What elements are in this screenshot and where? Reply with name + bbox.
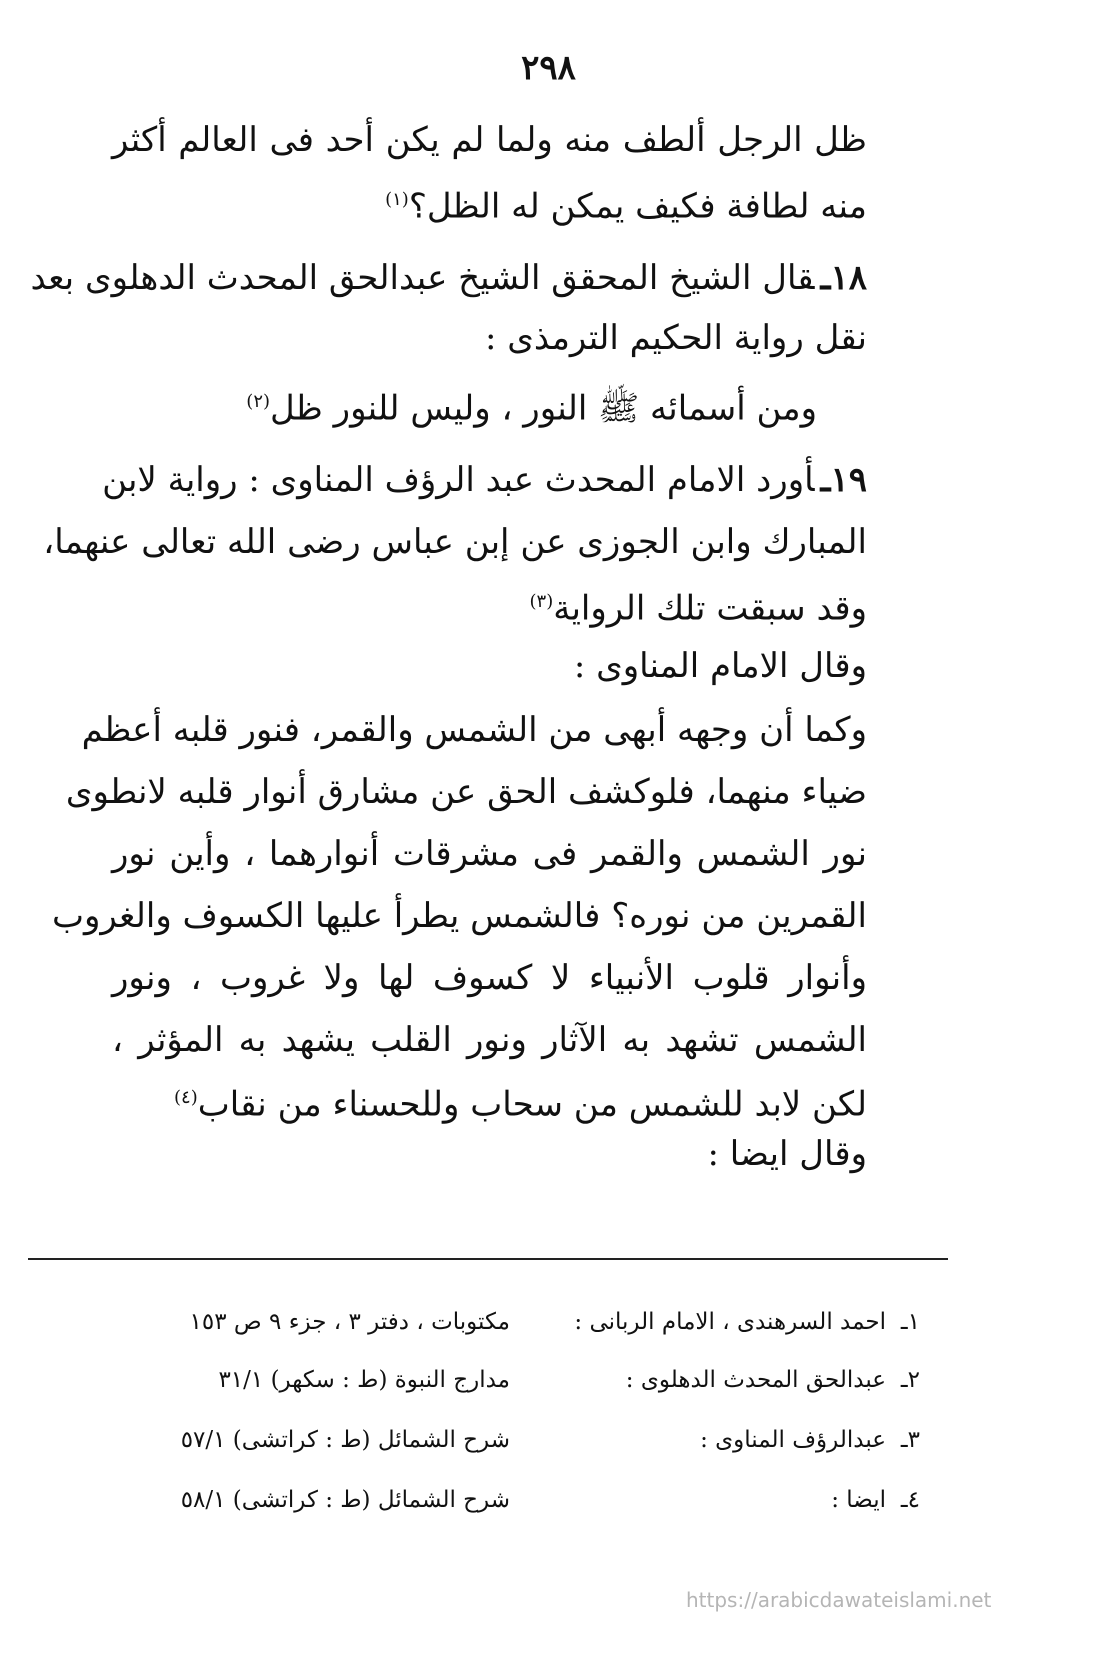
footnote	[70, 1302, 920, 1342]
footnote-ref: (٤)	[174, 1087, 198, 1108]
footnote-divider	[28, 1258, 948, 1260]
watermark-url: https://arabicdawateislami.net	[686, 1588, 992, 1612]
quote-text: ومن أسمائه ﷺ النور ، وليس للنور ظل	[270, 388, 817, 429]
page-number: ٢٩٨	[521, 48, 576, 88]
footnote-author: عبدالحق المحدث الدهلوى :	[625, 1367, 886, 1393]
item-18-line: نقل رواية الحكيم الترمذى :	[485, 318, 867, 358]
quote-text: لكن لابد للشمس من سحاب وللحسناء من نقاب	[197, 1084, 867, 1125]
body-line-text: منه لطافة فكيف يمكن له الظل؟	[408, 186, 867, 227]
footnote	[70, 1420, 920, 1460]
quote-line	[112, 378, 817, 432]
quote-line: وكما أن وجهه أبهى من الشمس والقمر، فنور قلبه أعظم	[81, 710, 867, 750]
quote-line	[112, 1074, 867, 1128]
footnote-number: ٢ـ	[900, 1367, 920, 1393]
footnote-reference: مدارج النبوة (ط : سكهر) ٣١/١	[218, 1367, 510, 1393]
quote-line: القمرين من نوره؟ فالشمس يطرأ عليها الكسوف والغروب	[51, 896, 867, 936]
quote-line: نور الشمس والقمر فى مشرقات أنوارهما ، وأين نور	[112, 834, 867, 874]
body-line: وقال الامام المناوى :	[573, 646, 867, 686]
footnote	[70, 1360, 920, 1400]
quote-line: وأنوار قلوب الأنبياء لا كسوف لها ولا غروب ، ونور	[112, 958, 867, 998]
quote-line: ضياء منهما، فلوكشف الحق عن مشارق أنوار قلبه لانطوى	[65, 772, 867, 812]
footnote-number: ٤ـ	[900, 1487, 920, 1513]
footnote	[70, 1480, 920, 1520]
footnote-author: عبدالرؤف المناوى :	[700, 1427, 886, 1453]
body-line	[112, 176, 867, 230]
quote-line: الشمس تشهد به الآثار ونور القلب يشهد به المؤثر ،	[112, 1020, 867, 1060]
item-text: وقد سبقت تلك الرواية	[553, 588, 867, 629]
item-text: أورد الامام المحدث عبد الرؤف المناوى : رواية لابن	[102, 460, 815, 500]
body-line: وقال ايضا :	[707, 1134, 867, 1174]
footnote-reference: شرح الشمائل (ط : كراتشى) ٥٧/١	[180, 1427, 510, 1453]
footnote-ref: (٢)	[246, 391, 271, 412]
footnote-reference: شرح الشمائل (ط : كراتشى) ٥٨/١	[180, 1487, 510, 1513]
item-text: قال الشيخ المحقق الشيخ عبدالحق المحدث الدهلوى بعد	[30, 258, 815, 298]
footnote-number: ٣ـ	[900, 1427, 920, 1453]
item-18-line	[30, 254, 867, 302]
footnote-author: ايضا :	[831, 1487, 886, 1513]
item-number: ١٩ـ	[820, 460, 867, 500]
item-19-line	[102, 456, 867, 504]
footnote-author: احمد السرهندى ، الامام الربانى :	[574, 1309, 886, 1335]
footnote-ref: (٣)	[529, 591, 554, 612]
footnote-reference: مكتوبات ، دفتر ٣ ، جزء ٩ ص ١٥٣	[189, 1309, 510, 1335]
item-19-line: المبارك وابن الجوزى عن إبن عباس رضى الله تعالى عنهما،	[43, 522, 867, 562]
footnote-ref: (١)	[385, 189, 409, 210]
item-19-line	[112, 578, 867, 632]
item-number: ١٨ـ	[820, 258, 867, 298]
body-line: ظل الرجل ألطف منه ولما لم يكن أحد فى العالم أكثر	[112, 120, 867, 160]
footnote-number: ١ـ	[900, 1309, 920, 1335]
